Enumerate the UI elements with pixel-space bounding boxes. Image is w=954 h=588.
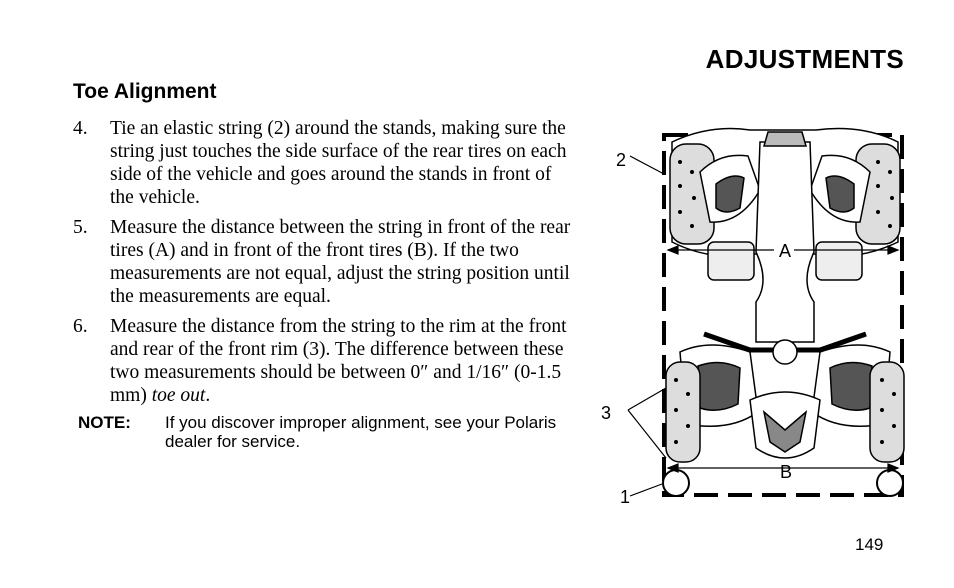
steps-list <box>73 117 578 414</box>
step-5 <box>73 216 578 308</box>
step-text-main: Measure the distance from the string to the rim at the front and rear of the front rim (3). The difference between these two measurements should be between 0″ and 1/16″ (0-1.5 mm) <box>110 316 567 406</box>
callout-measure-b: B <box>780 462 793 482</box>
step-4 <box>73 117 578 209</box>
step-text-end: . <box>205 385 211 406</box>
stand-rear-left <box>663 470 689 496</box>
note-text: If you discover improper alignment, see your Polaris dealer for service. <box>165 413 557 451</box>
atv-body <box>666 129 904 463</box>
note-block <box>78 413 578 451</box>
note-label: NOTE: <box>78 413 131 432</box>
step-text-emphasis: toe out <box>151 385 206 406</box>
stand-rear-right <box>877 470 903 496</box>
page-number: 149 <box>855 535 884 554</box>
callout-measure-a: A <box>779 241 792 261</box>
step-6 <box>73 315 578 407</box>
step-text: Tie an elastic string (2) around the stands, making sure the string just touches the side surface of the rear tires on each side of the vehicle and goes around the stands in front of the vehicle. <box>110 118 567 208</box>
step-number: 4. <box>73 118 88 139</box>
callout-rims: 3 <box>601 403 612 423</box>
step-number: 5. <box>73 217 88 238</box>
page-heading: Toe Alignment <box>73 80 217 103</box>
leader-lines <box>628 156 666 496</box>
callout-string: 2 <box>616 150 627 170</box>
step-text <box>110 315 578 407</box>
step-number: 6. <box>73 316 88 337</box>
section-title: ADJUSTMENTS <box>705 44 904 74</box>
step-text: Measure the distance between the string in front of the rear tires (A) and in front of the front tires (B). If the two measurements are not equal, adjust the string position until the measurements are equal. <box>110 217 571 307</box>
callout-stand: 1 <box>620 487 631 507</box>
toe-alignment-diagram <box>600 112 920 512</box>
